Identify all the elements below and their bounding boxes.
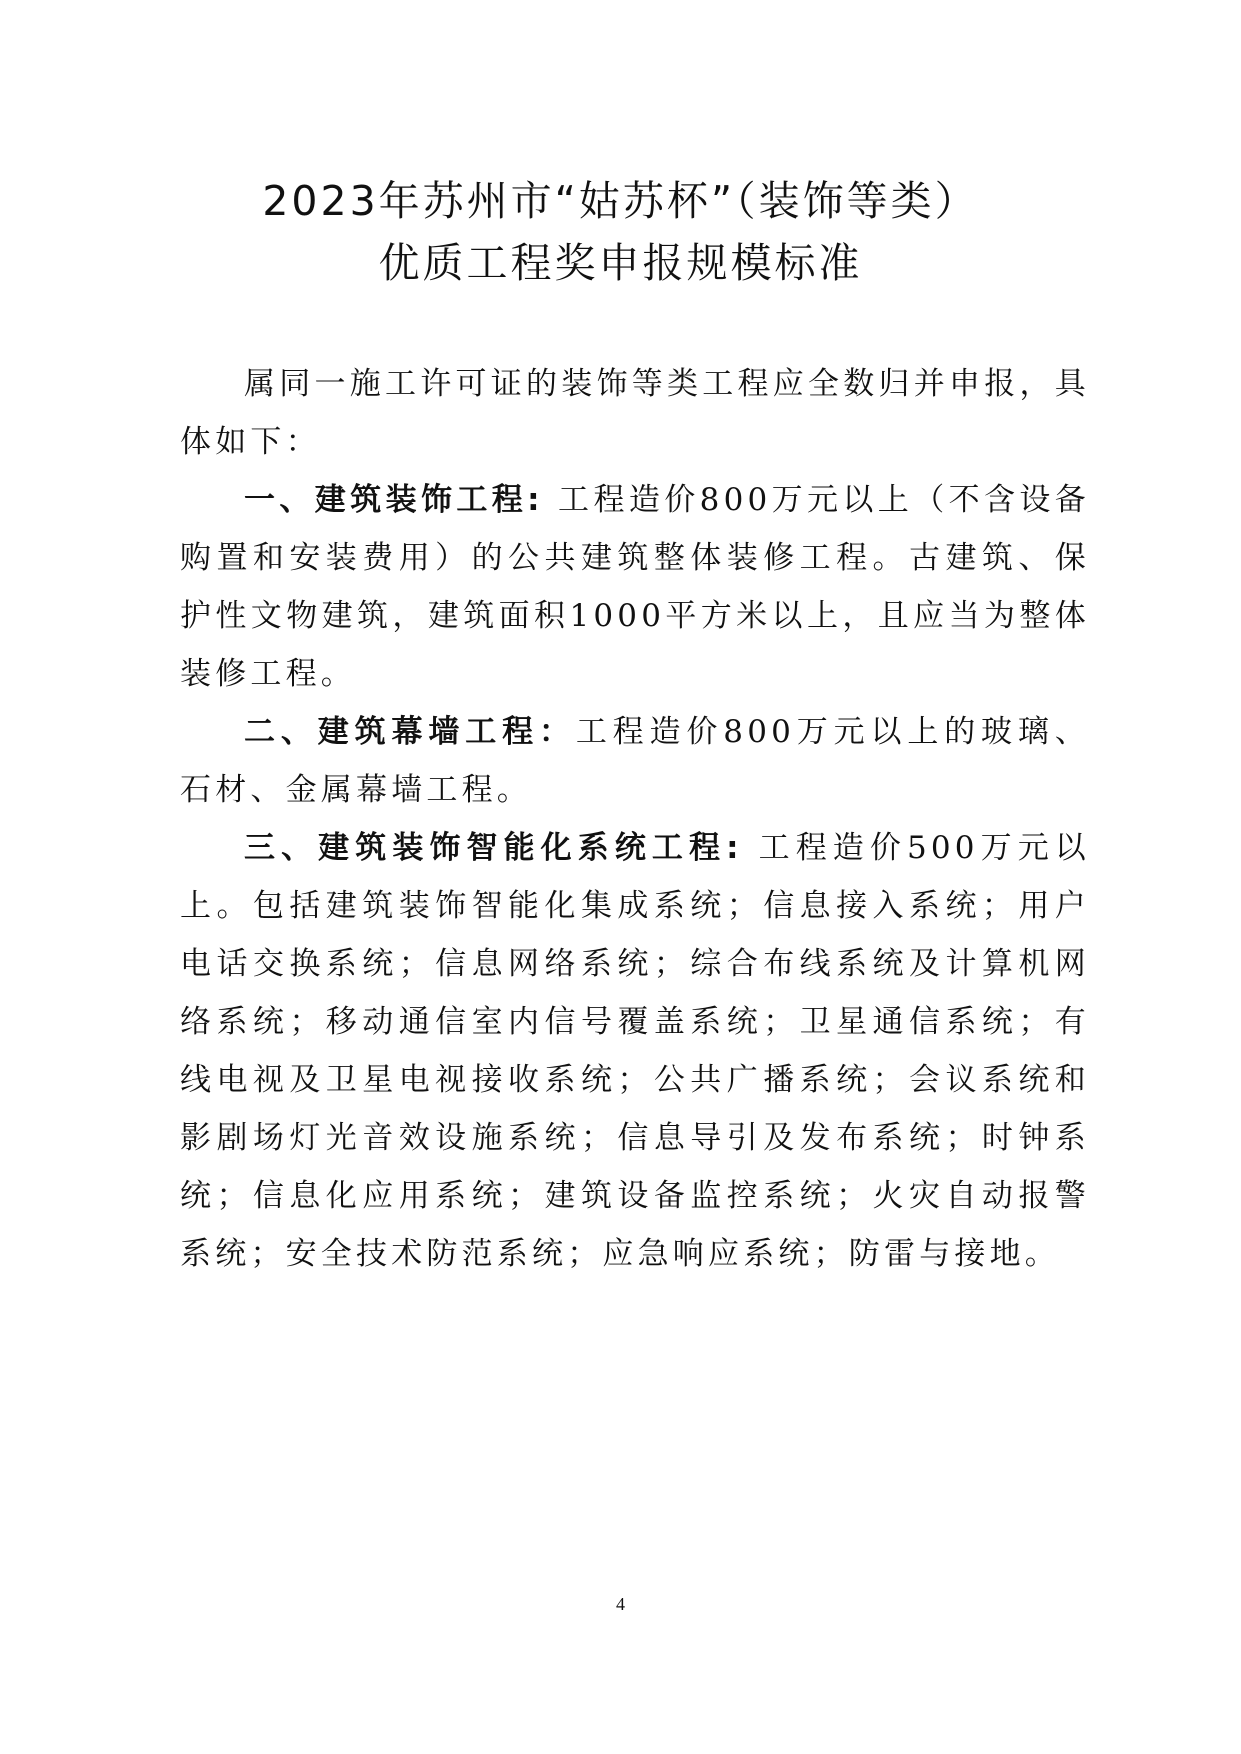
section-paragraph-2 — [180, 703, 1090, 819]
section-text-3: 工程造价500万元以上。包括建筑装饰智能化集成系统；信息接入系统；用户电话交换系统；信息网络系统；综合布线系统及计算机网络系统；移动通信室内信号覆盖系统；卫星通信系统；有线电视及卫星电视接收系统；公共广播系统；会议系统和影剧场灯光音效设施系统；信息导引及发布系统；时钟系统；信息化应用系统；建筑设备监控系统；火灾自动报警系统；安全技术防范系统；应急响应系统；防雷与接地。 — [180, 830, 1090, 1272]
section-heading-1: 一、建筑装饰工程: — [244, 482, 544, 518]
page-number: 4 — [616, 1594, 625, 1614]
document-body — [180, 355, 1090, 1283]
section-paragraph-1 — [180, 471, 1090, 703]
document-title-line-2: 优质工程奖申报规模标准 — [378, 239, 863, 287]
section-heading-2: 二、建筑幕墙工程： — [244, 714, 576, 750]
document-title-line-1: 2023年苏州市“姑苏杯”（装饰等类） — [262, 177, 979, 225]
section-paragraph-3 — [180, 819, 1090, 1283]
section-text-2: 工程造价800万元以上的玻璃、石材、金属幕墙工程。 — [180, 714, 1090, 808]
section-text-1: 工程造价800万元以上（不含设备购置和安装费用）的公共建筑整体装修工程。古建筑、保护性文物建筑，建筑面积1000平方米以上，且应当为整体装修工程。 — [180, 482, 1090, 692]
section-heading-3: 三、建筑装饰智能化系统工程: — [244, 830, 743, 866]
intro-paragraph: 属同一施工许可证的装饰等类工程应全数归并申报，具体如下： — [180, 366, 1090, 460]
